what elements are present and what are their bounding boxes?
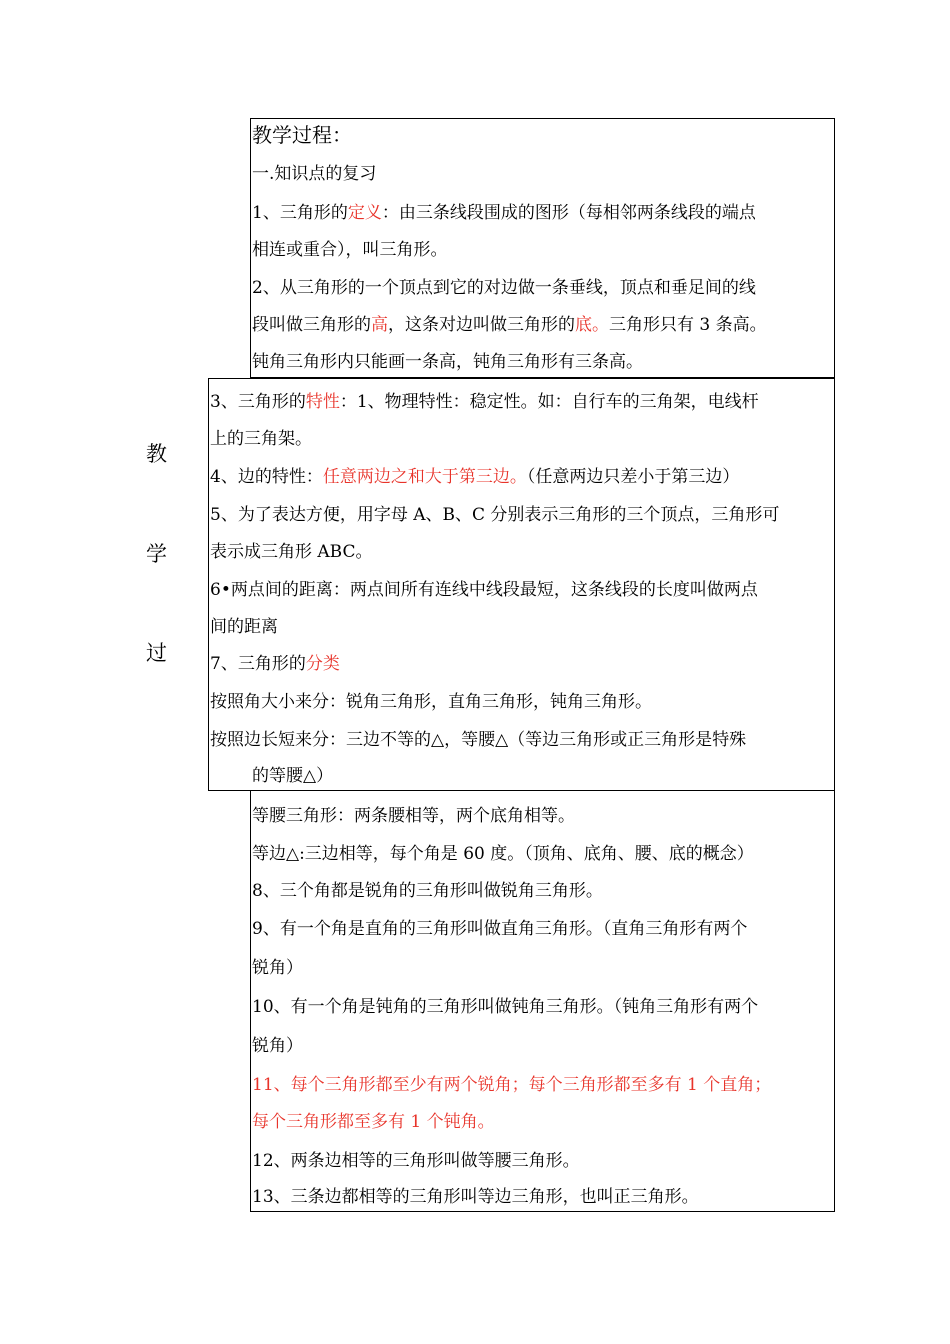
item9-line1: 9、有一个角是直角的三角形叫做直角三角形。（直角三角形有两个	[252, 919, 748, 939]
side-label-char-1: 教	[146, 442, 167, 466]
side-label-char-3: 过	[146, 641, 167, 665]
item4-note: （任意两边只差小于第三边）	[526, 467, 740, 487]
item7-keyword: 分类	[305, 654, 340, 674]
item2-keyword-base: 底。	[575, 315, 609, 335]
classify-by-angle: 按照角大小来分：锐角三角形，直角三角形，钝角三角形。	[210, 692, 652, 712]
item2-keyword-height: 高	[371, 315, 388, 335]
item1-keyword: 定义	[347, 203, 382, 223]
item1-line2: 相连或重合），叫三角形。	[252, 240, 448, 260]
classify-by-side-line2: 的等腰△）	[252, 766, 334, 786]
item2-text-b: ，这条对边叫做三角形的	[388, 315, 575, 335]
item13-line: 13、三条边都相等的三角形叫等边三角形，也叫正三角形。	[252, 1187, 699, 1207]
item10-line1: 10、有一个角是钝角的三角形叫做钝角三角形。（钝角三角形有两个	[252, 997, 759, 1017]
item3-line1	[210, 392, 759, 412]
item6-line2: 间的距离	[210, 617, 278, 637]
item3-keyword: 特性	[305, 392, 340, 412]
item2-line1: 2、从三角形的一个顶点到它的对边做一条垂线，顶点和垂足间的线	[252, 278, 756, 298]
section-title: 教学过程：	[252, 123, 352, 147]
item4-rule: 任意两边之和大于第三边。	[322, 467, 527, 487]
item4-line	[210, 467, 739, 487]
item11-text: 每个三角形都至少有两个锐角；每个三角形都至多有 1 个直角；	[290, 1075, 772, 1095]
classify-by-side-line1: 按照边长短来分：三边不等的△，等腰△（等边三角形或正三角形是特殊	[210, 730, 747, 750]
item11-line1	[252, 1075, 771, 1095]
item2-text-c: 三角形只有 3 条高。	[609, 315, 767, 335]
item5-line2: 表示成三角形 ABC。	[210, 542, 373, 562]
item3-line2: 上的三角架。	[210, 429, 312, 449]
item1-prefix: 1、三角形的	[252, 203, 348, 223]
item4-prefix: 4、边的特性：	[210, 467, 323, 487]
item2-line3: 钝角三角形内只能画一条高，钝角三角形有三条高。	[252, 352, 643, 372]
item10-line2: 锐角）	[252, 1036, 303, 1056]
item7-prefix: 7、三角形的	[210, 654, 306, 674]
item11-line2: 每个三角形都至多有 1 个钝角。	[252, 1112, 495, 1132]
item6-line1: 6•两点间的距离：两点间所有连线中线段最短，这条线段的长度叫做两点	[210, 580, 758, 600]
item2-line2	[252, 315, 767, 335]
isosceles-def: 等腰三角形：两条腰相等，两个底角相等。	[252, 806, 575, 826]
equilateral-def: 等边△:三边相等，每个角是 60 度。（顶角、底角、腰、底的概念）	[252, 844, 754, 864]
side-label-char-2: 学	[146, 542, 167, 566]
item11-prefix: 11、	[252, 1075, 291, 1095]
item9-line2: 锐角）	[252, 958, 303, 978]
item1-text: ：由三条线段围成的图形（每相邻两条线段的端点	[381, 203, 756, 223]
item5-line1: 5、为了表达方便，用字母 A、B、C 分别表示三角形的三个顶点，三角形可	[210, 505, 780, 525]
item12-line: 12、两条边相等的三角形叫做等腰三角形。	[252, 1151, 580, 1171]
item1-line1	[252, 203, 756, 223]
review-heading: 一.知识点的复习	[252, 164, 377, 184]
item8-line: 8、三个角都是锐角的三角形叫做锐角三角形。	[252, 881, 603, 901]
item7-line	[210, 654, 340, 674]
item3-prefix: 3、三角形的	[210, 392, 306, 412]
item2-text-a: 段叫做三角形的	[252, 315, 371, 335]
item3-text: ：1、物理特性：稳定性。如：自行车的三角架，电线杆	[339, 392, 759, 412]
